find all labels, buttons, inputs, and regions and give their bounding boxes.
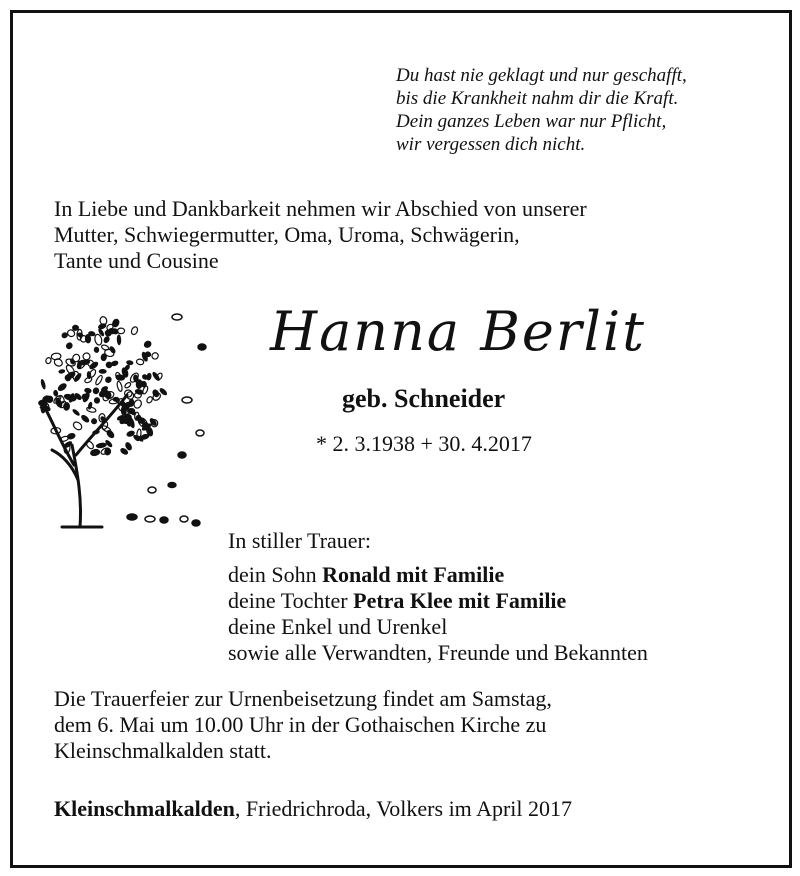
intro-line: Mutter, Schwiegermutter, Oma, Uroma, Schwägerin,	[54, 222, 520, 247]
footer-places	[54, 796, 572, 822]
service-line: Kleinschmalkalden statt.	[54, 738, 272, 763]
maiden-name: geb. Schneider	[342, 384, 506, 413]
son-name: Ronald mit Familie	[322, 562, 505, 587]
intro-line: Tante und Cousine	[54, 248, 219, 273]
daughter-prefix: deine Tochter	[228, 588, 354, 613]
poem-line: wir vergessen dich nicht.	[396, 134, 586, 155]
life-dates: * 2. 3.1938 + 30. 4.2017	[316, 431, 532, 456]
mourner-daughter	[228, 588, 648, 614]
mourner-others: sowie alle Verwandten, Freunde und Bekannten	[228, 640, 648, 665]
mourners-heading: In stiller Trauer:	[228, 528, 371, 553]
mourner-son	[228, 562, 648, 588]
footer-place-bold: Kleinschmalkalden	[54, 796, 235, 821]
daughter-name: Petra Klee mit Familie	[353, 588, 567, 613]
poem-line: Du hast nie geklagt und nur geschafft,	[396, 65, 687, 86]
poem-line: bis die Krankheit nahm dir die Kraft.	[396, 88, 679, 109]
deceased-name: Hanna Berlit	[270, 300, 646, 363]
intro-line: In Liebe und Dankbarkeit nehmen wir Abschied von unserer	[54, 196, 587, 221]
service-line: Die Trauerfeier zur Urnenbeisetzung findet am Samstag,	[54, 686, 552, 711]
tree-with-falling-leaves-icon	[32, 305, 212, 535]
mourner-grandchildren: deine Enkel und Urenkel	[228, 614, 448, 639]
intro-text	[54, 196, 587, 274]
service-info	[54, 686, 552, 764]
footer-rest: , Friedrichroda, Volkers im April 2017	[234, 796, 573, 821]
poem-line: Dein ganzes Leben war nur Pflicht,	[396, 111, 667, 132]
service-line: dem 6. Mai um 10.00 Uhr in der Gothaischen Kirche zu	[54, 712, 547, 737]
son-prefix: dein Sohn	[228, 562, 323, 587]
poem	[396, 64, 687, 156]
mourners-block	[228, 528, 648, 666]
